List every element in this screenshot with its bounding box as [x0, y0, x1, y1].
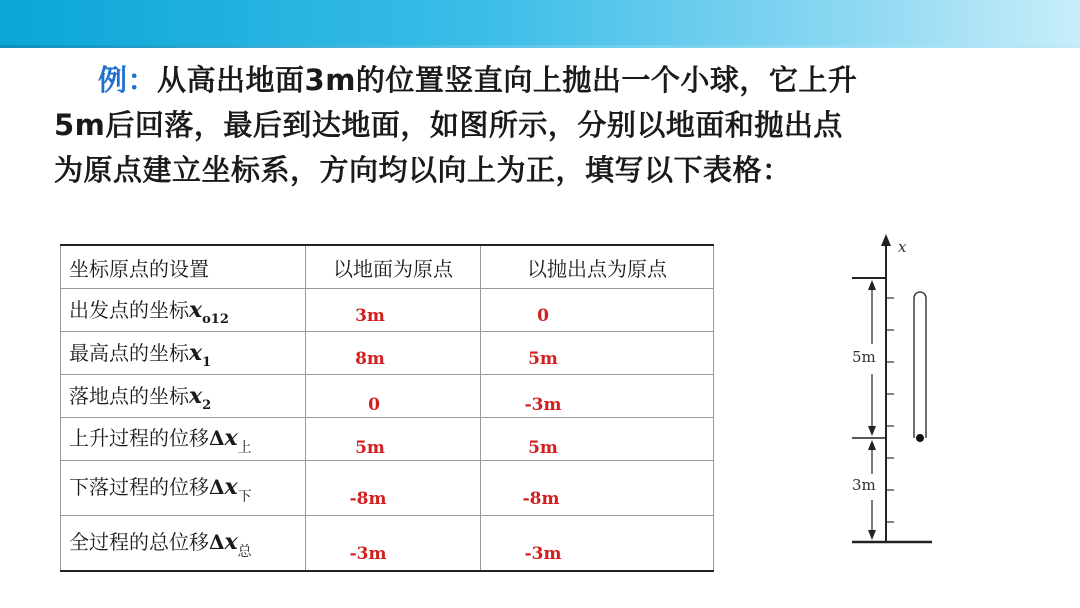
problem-line-1: 例：从高出地面3m的位置竖直向上抛出一个小球，它上升	[98, 63, 858, 97]
problem-line-2: 5m后回落，最后到达地面，如图所示，分别以地面和抛出点	[54, 108, 843, 142]
row-label: 最高点的坐标$x_1$	[61, 332, 306, 375]
header-ground-origin: 以地面为原点	[306, 245, 481, 289]
row-label: 出发点的坐标$x_{o12}$	[61, 289, 306, 332]
upper-dim-arrow-up	[868, 280, 876, 290]
ball-marker	[916, 434, 924, 442]
ground-value: -3m	[306, 516, 481, 572]
ground-value: -8m	[306, 461, 481, 516]
launch-value: -8m	[481, 461, 714, 516]
upper-distance-label: 5m	[852, 348, 876, 366]
header-bar	[0, 0, 1080, 48]
problem-line-3: 为原点建立坐标系，方向均以向上为正，填写以下表格：	[54, 153, 792, 187]
table-row-total	[61, 516, 714, 572]
ground-value: 3m	[306, 289, 481, 332]
row-label: 下落过程的位移$\Delta x_下$	[61, 461, 306, 516]
row-label: 落地点的坐标$x_2$	[61, 375, 306, 418]
header-launch-origin: 以抛出点为原点	[481, 245, 714, 289]
lower-dim-arrow-down	[868, 530, 876, 540]
lower-dim-arrow-up	[868, 440, 876, 450]
upper-dim-arrow-down	[868, 426, 876, 436]
x-axis-arrowhead	[881, 234, 891, 246]
axis-label: x	[898, 238, 907, 256]
row-label: 上升过程的位移$\Delta x_上$	[61, 418, 306, 461]
coordinate-table	[60, 244, 714, 572]
table-row-rise	[61, 418, 714, 461]
example-label: 例：	[98, 63, 158, 97]
row-label: 全过程的总位移$\Delta x_总$	[61, 516, 306, 572]
table-row-fall	[61, 461, 714, 516]
launch-value: 5m	[481, 332, 714, 375]
launch-value: 5m	[481, 418, 714, 461]
trajectory-svg	[842, 226, 942, 556]
axis-ticks	[886, 298, 894, 522]
launch-value: -3m	[481, 375, 714, 418]
problem-statement	[54, 58, 1014, 193]
lower-distance-label: 3m	[852, 476, 876, 494]
launch-value: 0	[481, 289, 714, 332]
ball-path	[914, 292, 926, 438]
header-origin-setting: 坐标原点的设置	[61, 245, 306, 289]
table-row-landing	[61, 375, 714, 418]
launch-value: -3m	[481, 516, 714, 572]
trajectory-diagram	[842, 226, 942, 556]
table-row-start	[61, 289, 714, 332]
ground-value: 0	[306, 375, 481, 418]
table-row-highest	[61, 332, 714, 375]
ground-value: 5m	[306, 418, 481, 461]
ground-value: 8m	[306, 332, 481, 375]
table-header-row	[61, 245, 714, 289]
